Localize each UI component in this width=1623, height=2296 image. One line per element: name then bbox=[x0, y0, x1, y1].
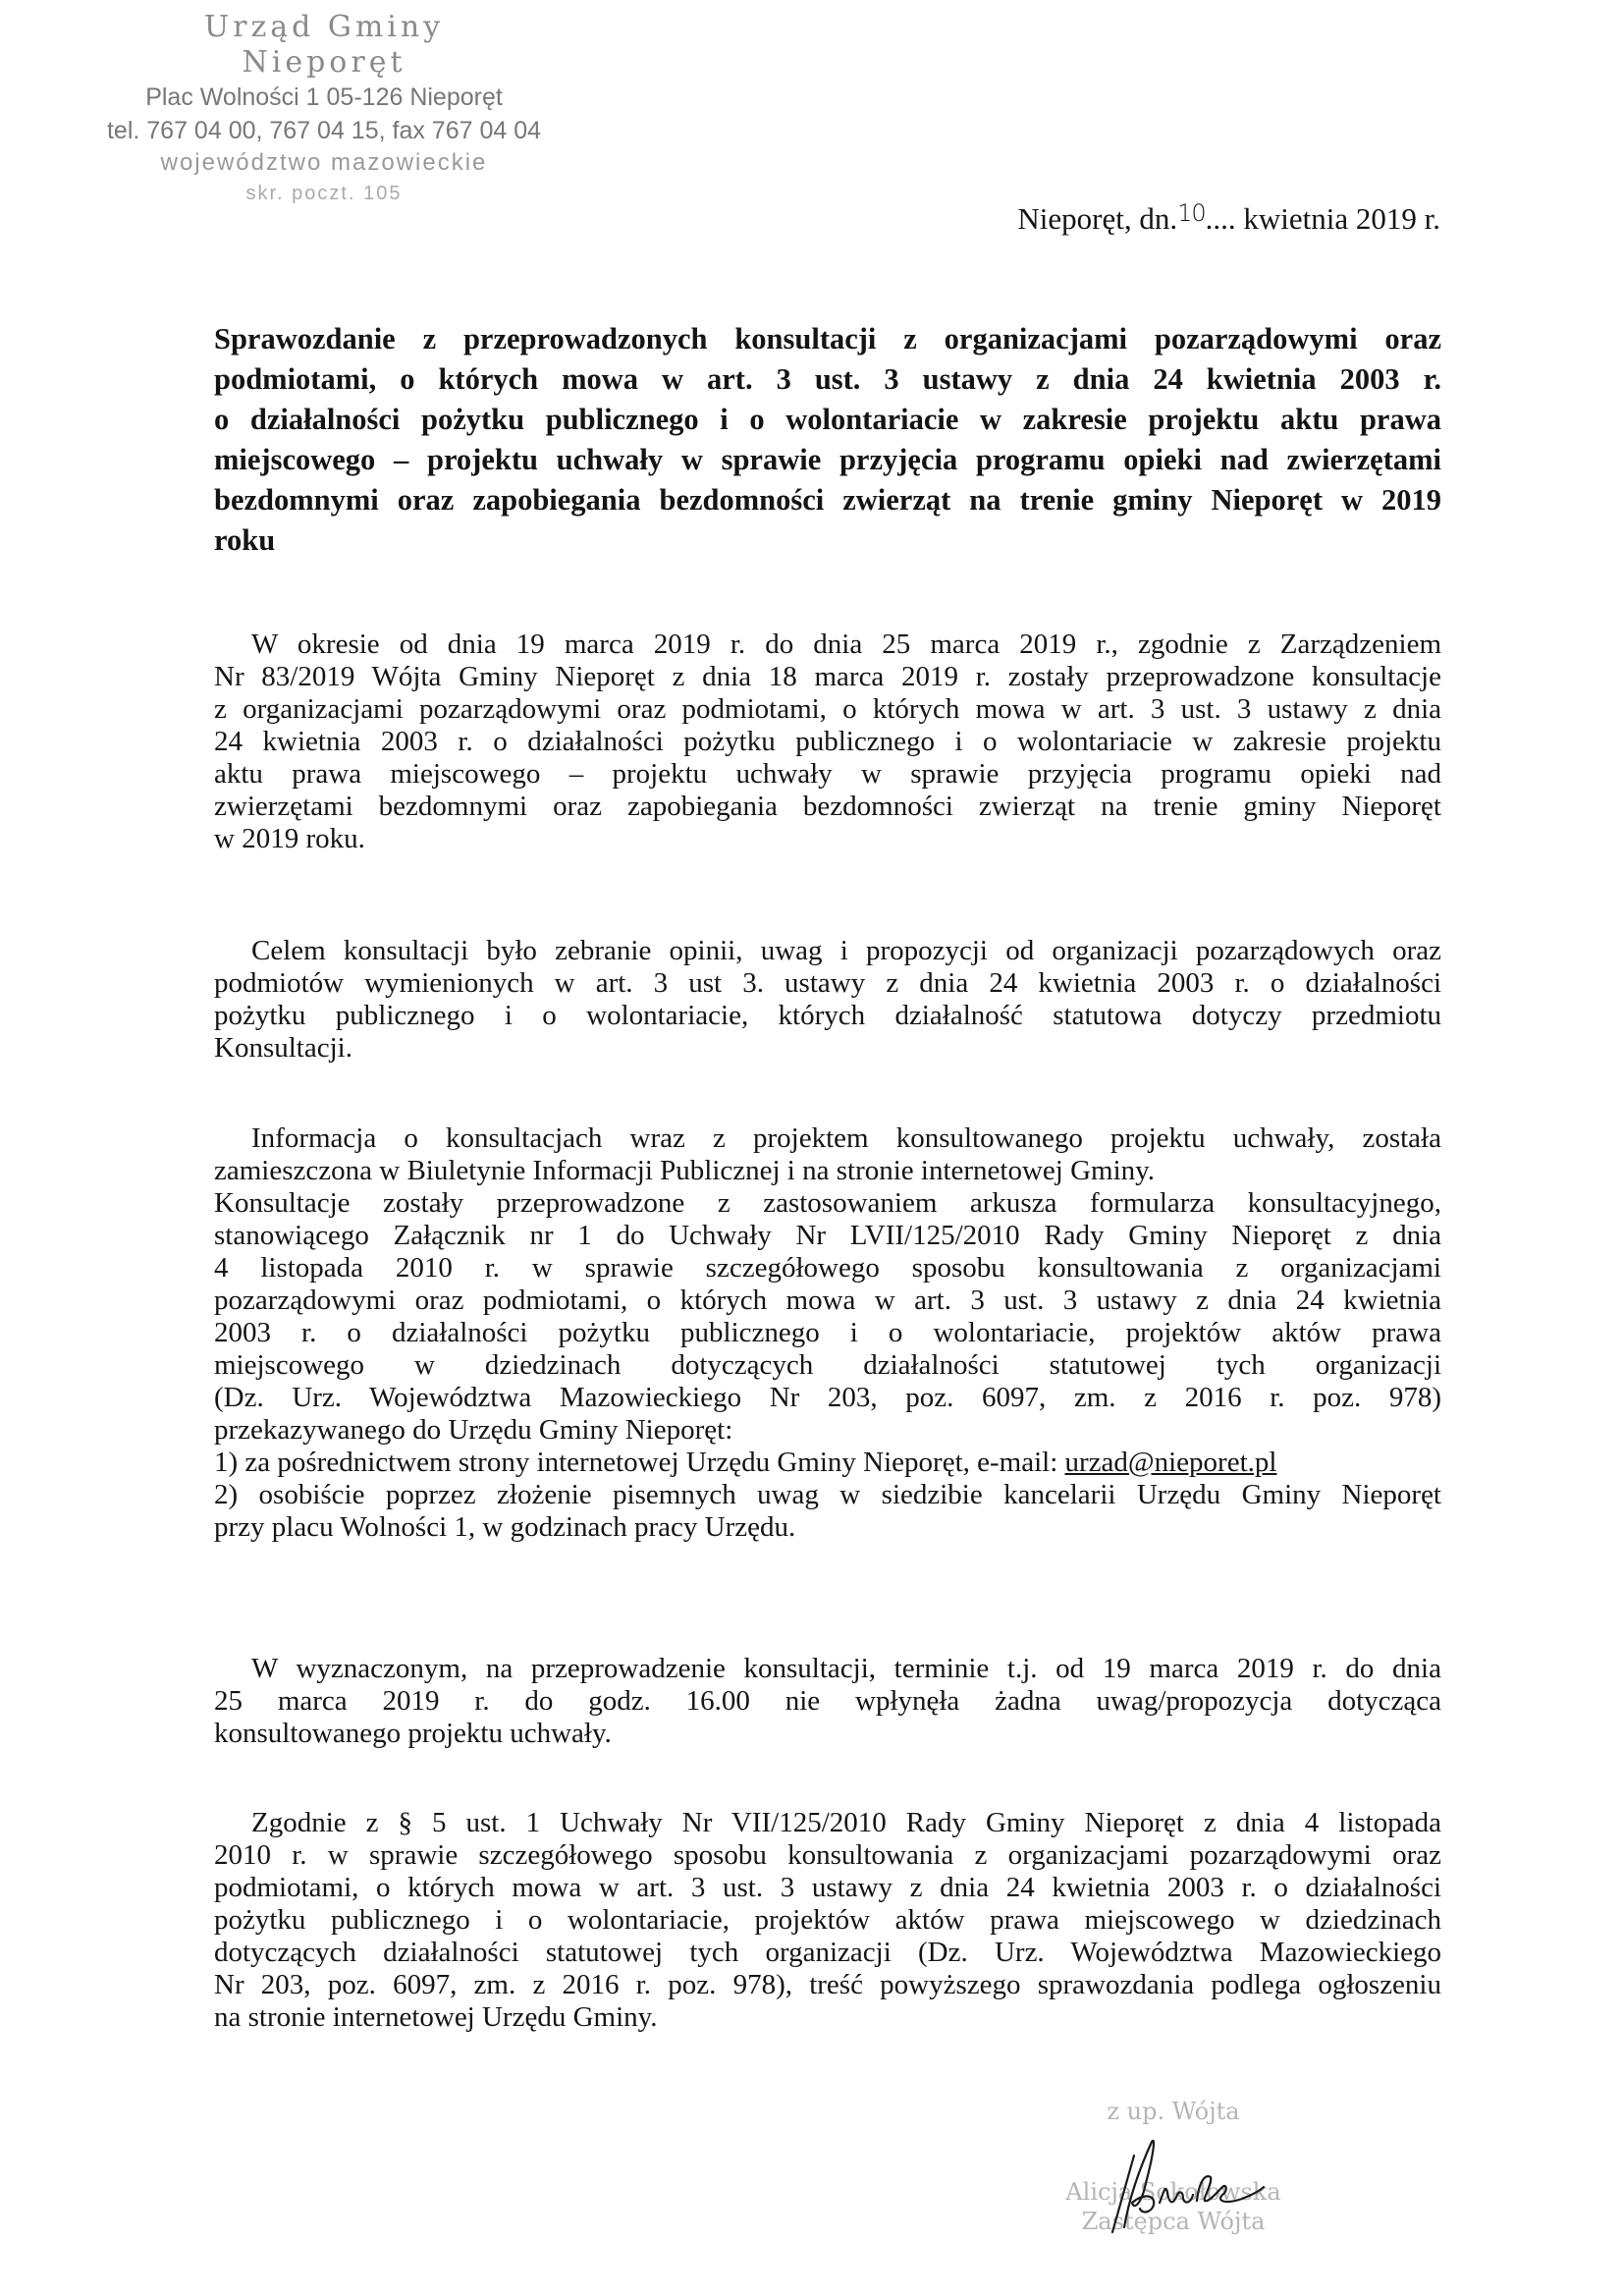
paragraph-line: Nr 83/2019 Wójta Gminy Nieporęt z dnia 18 marca 2019 r. zostały przeprowadzone konsultacje bbox=[214, 661, 1441, 692]
paragraph-line: 24 kwietnia 2003 r. o działalności pożytku publicznego i o wolontariacie w zakresie projektu bbox=[214, 726, 1441, 757]
paragraph-line: konsultowanego projektu uchwały. bbox=[214, 1718, 612, 1749]
paragraph-line: miejscowego w dziedzinach dotyczących działalności statutowej tych organizacji bbox=[214, 1349, 1441, 1381]
email-link[interactable]: urzad@nieporet.pl bbox=[1064, 1447, 1277, 1478]
paragraph-line: podmiotów wymienionych w art. 3 ust 3. ustawy z dnia 24 kwietnia 2003 r. o działalności bbox=[214, 967, 1441, 999]
paragraph-line: 4 listopada 2010 r. w sprawie szczegółowego sposobu konsultowania z organizacjami bbox=[214, 1252, 1441, 1284]
title-line: podmiotami, o których mowa w art. 3 ust. 3 ustawy z dnia 24 kwietnia 2003 r. bbox=[214, 362, 1441, 396]
paragraph-line-text: Zgodnie z § 5 ust. 1 Uchwały Nr VII/125/2010 Rady Gminy Nieporęt z dnia 4 listopada bbox=[251, 1807, 1441, 1838]
stamp-municipality: Nieporęt bbox=[242, 45, 406, 80]
date-day-handwritten: 10 bbox=[1177, 199, 1206, 227]
paragraph-line: Nr 203, poz. 6097, zm. z 2016 r. poz. 978), treść powyższego sprawozdania podlega ogłoszeniu bbox=[214, 1969, 1441, 2000]
stamp-address: Plac Wolności 1 05-126 Nieporęt bbox=[145, 83, 503, 111]
signature-name: Alicja Sokołowska bbox=[1065, 2178, 1281, 2206]
paragraph-line-text: W wyznaczonym, na przeprowadzenie konsultacji, terminie t.j. od 19 marca 2019 r. do dnia bbox=[251, 1653, 1441, 1684]
paragraph-line: 2003 r. o działalności pożytku publicznego i o wolontariacie, projektów aktów prawa bbox=[214, 1317, 1441, 1348]
paragraph-line bbox=[214, 935, 1441, 967]
paragraph-line-text: Informacja o konsultacjach wraz z projektem konsultowanego projektu uchwały, została bbox=[251, 1122, 1441, 1154]
paragraph-line: Konsultacje zostały przeprowadzone z zastosowaniem arkusza formularza konsultacyjnego, bbox=[214, 1187, 1441, 1219]
stamp-phone: tel. 767 04 00, 767 04 15, fax 767 04 04 bbox=[106, 117, 542, 144]
paragraph-line bbox=[214, 1122, 1441, 1155]
paragraph-line: z organizacjami pozarządowymi oraz podmiotami, o których mowa w art. 3 ust. 3 ustawy z dnia bbox=[214, 693, 1441, 725]
paragraph-line: zwierzętami bezdomnymi oraz zapobiegania bezdomności zwierząt na trenie gminy Nieporęt bbox=[214, 791, 1441, 822]
paragraph-line: pożytku publicznego i o wolontariacie, projektów aktów prawa miejscowego w dziedzinach bbox=[214, 1904, 1441, 1936]
date-prefix: Nieporęt, dn. bbox=[1017, 201, 1178, 236]
paragraph-line: aktu prawa miejscowego – projektu uchwały w sprawie przyjęcia programu opieki nad bbox=[214, 758, 1441, 790]
paragraph-line: (Dz. Urz. Województwa Mazowieckiego Nr 203, poz. 6097, zm. z 2016 r. poz. 978) bbox=[214, 1382, 1441, 1413]
paragraph-line bbox=[214, 1807, 1441, 1839]
paragraph-consultation-purpose bbox=[214, 935, 1441, 1065]
office-stamp bbox=[88, 10, 560, 208]
date-suffix: .... kwietnia 2019 r. bbox=[1205, 201, 1440, 236]
paragraph-line: Konsultacji. bbox=[214, 1032, 352, 1064]
title-line: o działalności pożytku publicznego i o wolontariacie w zakresie projektu aktu prawa bbox=[214, 403, 1441, 436]
paragraph-line bbox=[214, 629, 1441, 661]
paragraph-line: pożytku publicznego i o wolontariacie, których działalność statutowa dotyczy przedmiotu bbox=[214, 1000, 1441, 1031]
paragraph-line: 2010 r. w sprawie szczegółowego sposobu konsultowania z organizacjami pozarządowymi oraz bbox=[214, 1839, 1441, 1871]
paragraph-consultation-period bbox=[214, 629, 1441, 855]
signature-stamp bbox=[1055, 2097, 1291, 2236]
paragraph-line: na stronie internetowej Urzędu Gminy. bbox=[214, 2001, 658, 2033]
stamp-office-name: Urząd Gminy bbox=[203, 10, 445, 44]
paragraph-line: stanowiącego Załącznik nr 1 do Uchwały Nr LVII/125/2010 Rady Gminy Nieporęt z dnia bbox=[214, 1220, 1441, 1251]
paragraph-consultation-result bbox=[214, 1653, 1441, 1750]
paragraph-line: w 2019 roku. bbox=[214, 823, 365, 854]
paragraph-line: 25 marca 2019 r. do godz. 16.00 nie wpłynęła żadna uwag/propozycja dotycząca bbox=[214, 1685, 1441, 1717]
document-date bbox=[1017, 201, 1440, 237]
title-line: Sprawozdanie z przeprowadzonych konsultacji z organizacjami pozarządowymi oraz bbox=[214, 322, 1441, 355]
paragraph-line: podmiotami, o których mowa w art. 3 ust. 3 ustawy z dnia 24 kwietnia 2003 r. o działalności bbox=[214, 1872, 1441, 1903]
paragraph-line: przekazywanego do Urzędu Gminy Nieporęt: bbox=[214, 1414, 733, 1446]
title-line: miejscowego – projektu uchwały w sprawie przyjęcia programu opieki nad zwierzętami bbox=[214, 443, 1441, 476]
paragraph-line bbox=[214, 1447, 1441, 1479]
paragraph-consultation-info bbox=[214, 1122, 1441, 1544]
title-line: bezdomnymi oraz zapobiegania bezdomności zwierząt na trenie gminy Nieporęt w 2019 bbox=[214, 483, 1441, 517]
document-title bbox=[214, 319, 1441, 561]
stamp-po-box: skr. poczt. 105 bbox=[245, 183, 403, 204]
handwritten-signature-icon bbox=[1095, 2134, 1271, 2242]
paragraph-line-text: W okresie od dnia 19 marca 2019 r. do dnia 25 marca 2019 r., zgodnie z Zarządzeniem bbox=[251, 629, 1441, 660]
signature-authorization: z up. Wójta bbox=[1107, 2098, 1240, 2125]
paragraph-line: pozarządowymi oraz podmiotami, o których mowa w art. 3 ust. 3 ustawy z dnia 24 kwietnia bbox=[214, 1285, 1441, 1316]
paragraph-publication-note bbox=[214, 1807, 1441, 2034]
paragraph-line-text: Celem konsultacji było zebranie opinii, uwag i propozycji od organizacji pozarządowych oraz bbox=[251, 935, 1441, 966]
paragraph-line: zamieszczona w Biuletynie Informacji Publicznej i na stronie internetowej Gminy. bbox=[214, 1155, 1156, 1186]
paragraph-line: dotyczących działalności statutowej tych organizacji (Dz. Urz. Województwa Mazowieckiego bbox=[214, 1937, 1441, 1968]
paragraph-line: przy placu Wolności 1, w godzinach pracy Urzędu. bbox=[214, 1511, 796, 1543]
stamp-voivodeship: województwo mazowieckie bbox=[160, 149, 488, 176]
list-item-online: 1) za pośrednictwem strony internetowej Urzędu Gminy Nieporęt, e-mail: bbox=[214, 1447, 1065, 1478]
title-line: roku bbox=[214, 523, 276, 557]
paragraph-line bbox=[214, 1653, 1441, 1685]
list-item-in-person: 2) osobiście poprzez złożenie pisemnych uwag w siedzibie kancelarii Urzędu Gminy Nieporęt bbox=[214, 1479, 1441, 1510]
signature-role: Zastępca Wójta bbox=[1081, 2208, 1266, 2235]
